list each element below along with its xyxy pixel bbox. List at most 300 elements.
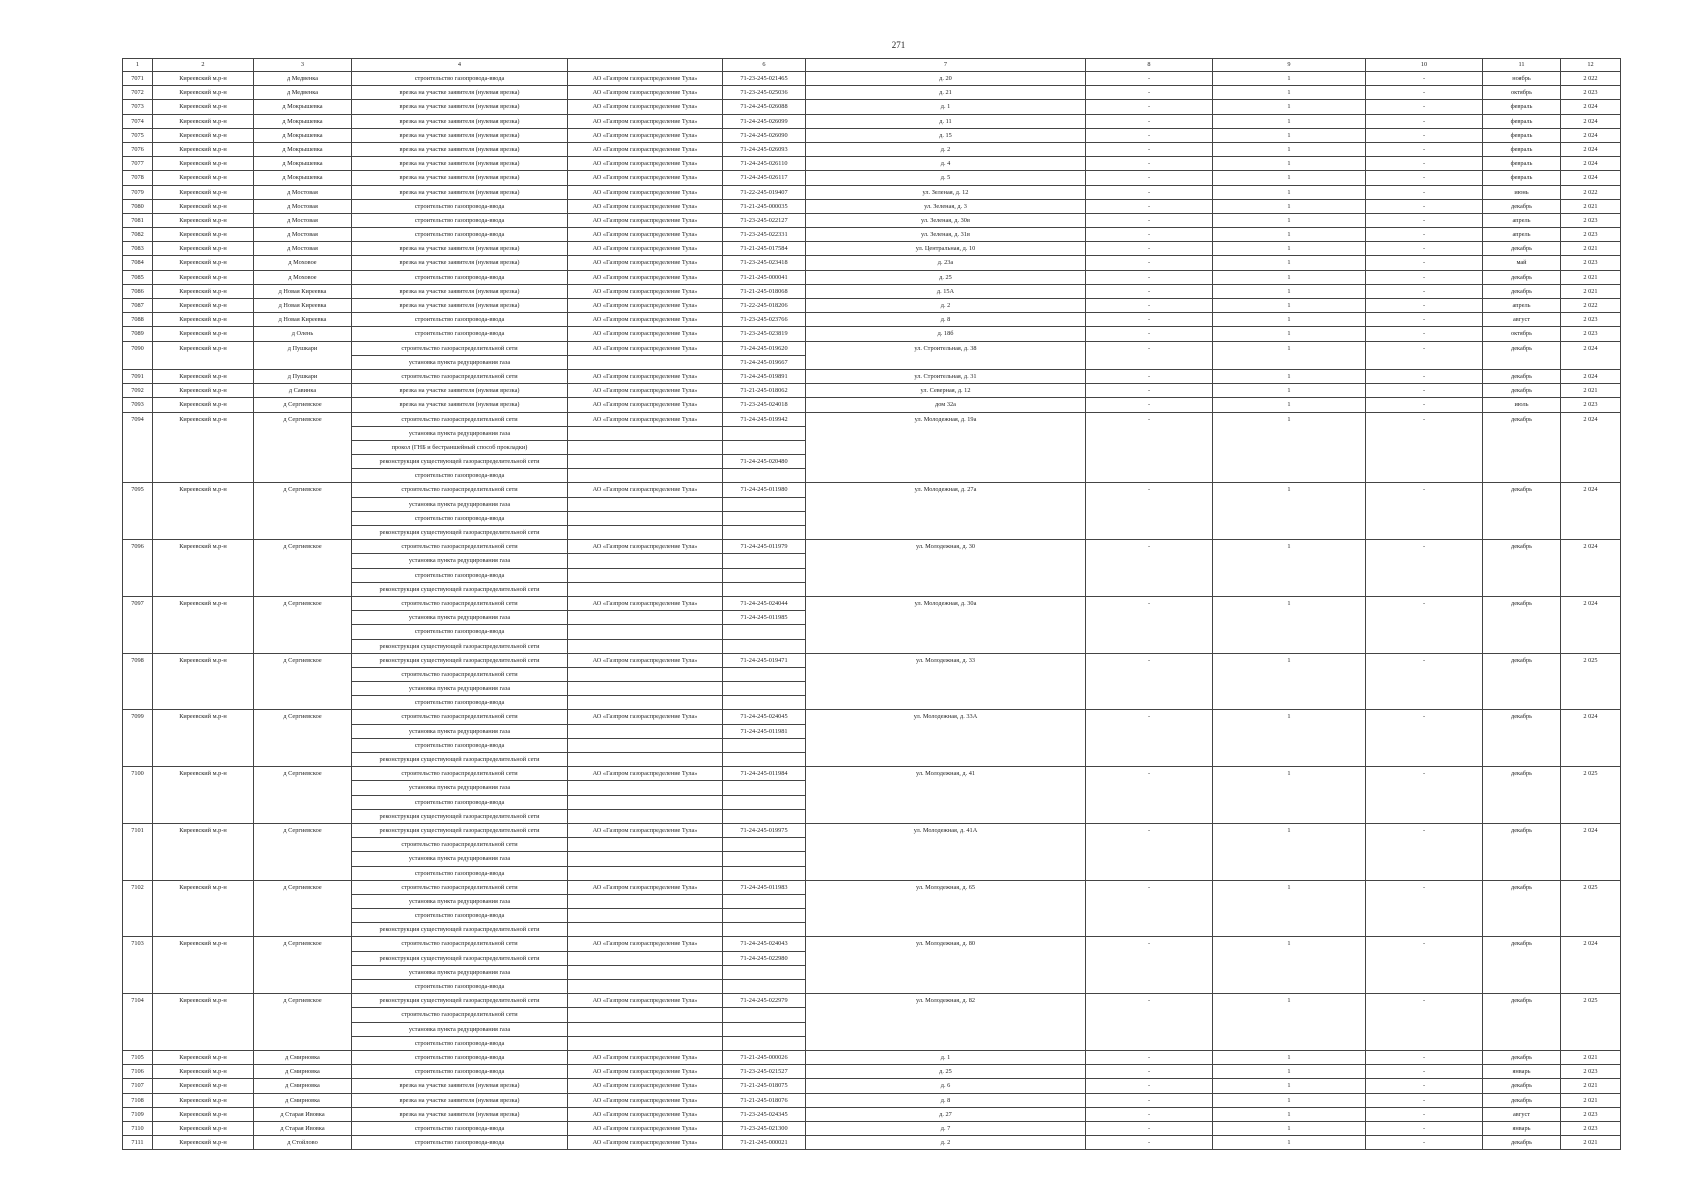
row-number-cell [123,753,153,767]
application-number-cell: 71-24-245-026088 [723,100,806,114]
month-cell [1483,639,1561,653]
settlement-cell [254,951,352,965]
year-cell [1561,738,1621,752]
district-cell: Киреевский м.р-н [153,823,254,837]
col9-cell: 1 [1213,327,1366,341]
gdo-cell [568,455,723,469]
work-type-cell: строительство газораспределительной сети [352,838,568,852]
table-row [123,767,1621,781]
month-cell: январь [1483,1065,1561,1079]
application-number-cell [723,909,806,923]
year-cell [1561,1008,1621,1022]
district-cell: Киреевский м.р-н [153,128,254,142]
address-cell: ул. Молодежная, д. 33А [806,710,1086,724]
gdo-cell [568,625,723,639]
settlement-cell [254,753,352,767]
year-cell [1561,724,1621,738]
district-cell: Киреевский м.р-н [153,398,254,412]
month-cell: декабрь [1483,199,1561,213]
application-number-cell: 71-24-245-022980 [723,951,806,965]
address-cell [806,440,1086,454]
col9-cell: 1 [1213,114,1366,128]
row-number-cell [123,426,153,440]
col9-cell: 1 [1213,157,1366,171]
row-number-cell: 7076 [123,142,153,156]
application-number-cell: 71-24-245-019942 [723,412,806,426]
table-subrow [123,965,1621,979]
month-cell [1483,455,1561,469]
district-cell: Киреевский м.р-н [153,284,254,298]
row-number-cell [123,455,153,469]
work-type-cell: врезка на участке заявителя (нулевая врезка) [352,242,568,256]
settlement-cell: д Смирновка [254,1050,352,1064]
col8-cell [1086,426,1213,440]
col8-cell: - [1086,171,1213,185]
col8-cell [1086,667,1213,681]
application-number-cell [723,469,806,483]
col9-cell: 1 [1213,994,1366,1008]
settlement-cell [254,440,352,454]
row-number-cell: 7082 [123,228,153,242]
application-number-cell: 71-24-245-019667 [723,355,806,369]
table-subrow [123,696,1621,710]
col9-cell: 1 [1213,228,1366,242]
row-number-cell [123,838,153,852]
work-type-cell: строительство газораспределительной сети [352,667,568,681]
address-cell: д. 4 [806,157,1086,171]
col8-cell [1086,965,1213,979]
table-row [123,1065,1621,1079]
district-cell: Киреевский м.р-н [153,1107,254,1121]
work-type-cell: прокол (ГНБ и бестраншейный способ прокладки) [352,440,568,454]
row-number-cell [123,738,153,752]
gdo-cell: АО «Газпром газораспределение Тула» [568,1093,723,1107]
table-subrow [123,852,1621,866]
year-cell [1561,1022,1621,1036]
settlement-cell [254,738,352,752]
col9-cell: 1 [1213,1079,1366,1093]
gdo-cell [568,923,723,937]
month-cell: август [1483,1107,1561,1121]
table-subrow [123,894,1621,908]
gdo-cell: АО «Газпром газораспределение Тула» [568,1079,723,1093]
work-type-cell: реконструкция существующей газораспределительной сети [352,994,568,1008]
month-cell [1483,894,1561,908]
col8-cell: - [1086,880,1213,894]
district-cell [153,568,254,582]
work-type-cell: реконструкция существующей газораспределительной сети [352,809,568,823]
year-cell [1561,355,1621,369]
application-number-cell [723,852,806,866]
col9-cell [1213,526,1366,540]
col8-cell: - [1086,114,1213,128]
district-cell [153,1008,254,1022]
col9-cell [1213,667,1366,681]
district-cell: Киреевский м.р-н [153,1065,254,1079]
col10-cell: - [1366,213,1483,227]
district-cell: Киреевский м.р-н [153,86,254,100]
col8-cell: - [1086,384,1213,398]
application-number-cell [723,738,806,752]
gdo-cell: АО «Газпром газораспределение Тула» [568,256,723,270]
work-type-cell: врезка на участке заявителя (нулевая врезка) [352,128,568,142]
col8-cell: - [1086,270,1213,284]
address-cell: д. 8 [806,1093,1086,1107]
district-cell: Киреевский м.р-н [153,880,254,894]
work-type-cell: строительство газораспределительной сети [352,937,568,951]
settlement-cell [254,511,352,525]
application-number-cell: 71-21-245-000026 [723,1050,806,1064]
address-cell [806,753,1086,767]
work-type-cell: установка пункта редуцирования газа [352,497,568,511]
col8-cell: - [1086,369,1213,383]
table-row [123,128,1621,142]
row-number-cell [123,781,153,795]
col8-cell: - [1086,313,1213,327]
gdo-cell [568,582,723,596]
col8-cell [1086,795,1213,809]
col10-cell [1366,1022,1483,1036]
row-number-cell: 7093 [123,398,153,412]
year-cell: 2 024 [1561,412,1621,426]
settlement-cell: д Савинка [254,384,352,398]
month-cell: июнь [1483,185,1561,199]
table-subrow [123,667,1621,681]
col8-cell: - [1086,72,1213,86]
address-cell [806,951,1086,965]
col9-cell [1213,639,1366,653]
month-cell [1483,795,1561,809]
work-type-cell: строительство газораспределительной сети [352,483,568,497]
work-type-cell: строительство газопровода-ввода [352,1065,568,1079]
gdo-cell: АО «Газпром газораспределение Тула» [568,284,723,298]
work-type-cell: врезка на участке заявителя (нулевая врезка) [352,256,568,270]
address-cell: д. 25 [806,1065,1086,1079]
table-row [123,880,1621,894]
table-subrow [123,795,1621,809]
application-number-cell: 71-23-245-022331 [723,228,806,242]
col8-cell [1086,1008,1213,1022]
month-cell: апрель [1483,299,1561,313]
col10-cell: - [1366,242,1483,256]
table-row [123,284,1621,298]
month-cell: декабрь [1483,369,1561,383]
col10-cell: - [1366,72,1483,86]
col10-cell [1366,781,1483,795]
col9-cell [1213,866,1366,880]
table-subrow [123,497,1621,511]
application-number-cell: 71-22-245-019407 [723,185,806,199]
table-subrow [123,923,1621,937]
row-number-cell: 7097 [123,596,153,610]
table-row [123,1050,1621,1064]
year-cell [1561,753,1621,767]
year-cell [1561,568,1621,582]
col9-cell [1213,469,1366,483]
application-number-cell [723,667,806,681]
row-number-cell: 7109 [123,1107,153,1121]
month-cell: декабрь [1483,710,1561,724]
application-number-cell: 71-24-245-019891 [723,369,806,383]
work-type-cell: врезка на участке заявителя (нулевая врезка) [352,114,568,128]
table-row [123,710,1621,724]
application-number-cell [723,809,806,823]
col10-cell [1366,682,1483,696]
settlement-cell [254,355,352,369]
col8-cell: - [1086,100,1213,114]
col10-cell [1366,639,1483,653]
col9-cell [1213,355,1366,369]
settlement-cell [254,469,352,483]
gdo-cell [568,753,723,767]
col10-cell: - [1366,384,1483,398]
district-cell [153,894,254,908]
month-cell: февраль [1483,157,1561,171]
work-type-cell: врезка на участке заявителя (нулевая врезка) [352,1107,568,1121]
application-number-cell: 71-21-245-018068 [723,284,806,298]
address-cell: ул. Зеленая, д. 3 [806,199,1086,213]
month-cell: декабрь [1483,653,1561,667]
work-type-cell: установка пункта редуцирования газа [352,894,568,908]
col9-cell [1213,738,1366,752]
settlement-cell [254,838,352,852]
col8-cell [1086,781,1213,795]
col8-cell: - [1086,213,1213,227]
year-cell [1561,809,1621,823]
address-cell: ул. Строительная, д. 31 [806,369,1086,383]
work-type-cell: строительство газопровода-ввода [352,696,568,710]
gdo-cell: АО «Газпром газораспределение Тула» [568,128,723,142]
gdo-cell [568,1022,723,1036]
year-cell: 2 025 [1561,880,1621,894]
year-cell: 2 021 [1561,1079,1621,1093]
row-number-cell: 7090 [123,341,153,355]
address-cell [806,526,1086,540]
address-cell: д. 2 [806,299,1086,313]
district-cell: Киреевский м.р-н [153,994,254,1008]
month-cell: декабрь [1483,384,1561,398]
district-cell: Киреевский м.р-н [153,185,254,199]
row-number-cell: 7084 [123,256,153,270]
address-cell: д. 18б [806,327,1086,341]
settlement-cell [254,852,352,866]
col10-cell: - [1366,270,1483,284]
gdo-cell: АО «Газпром газораспределение Тула» [568,398,723,412]
address-cell: ул. Зеленая, д. 31в [806,228,1086,242]
settlement-cell [254,682,352,696]
gdo-cell: АО «Газпром газораспределение Тула» [568,596,723,610]
year-cell [1561,497,1621,511]
settlement-cell [254,1008,352,1022]
work-type-cell: установка пункта редуцирования газа [352,682,568,696]
work-type-cell: врезка на участке заявителя (нулевая врезка) [352,100,568,114]
month-cell: декабрь [1483,284,1561,298]
gdo-cell: АО «Газпром газораспределение Тула» [568,937,723,951]
row-number-cell: 7111 [123,1136,153,1150]
settlement-cell: д Мокрышевка [254,142,352,156]
col10-cell: - [1366,86,1483,100]
gdo-cell: АО «Газпром газораспределение Тула» [568,327,723,341]
col10-cell [1366,738,1483,752]
table-row [123,313,1621,327]
application-number-cell: 71-24-245-026093 [723,142,806,156]
col10-cell: - [1366,540,1483,554]
district-cell: Киреевский м.р-н [153,937,254,951]
row-number-cell: 7107 [123,1079,153,1093]
row-number-cell [123,909,153,923]
work-type-cell: строительство газопровода-ввода [352,1036,568,1050]
application-number-cell [723,426,806,440]
row-number-cell: 7080 [123,199,153,213]
row-number-cell: 7102 [123,880,153,894]
table-row [123,1136,1621,1150]
col9-cell: 1 [1213,1050,1366,1064]
table-row [123,1121,1621,1135]
page-number: 271 [891,40,906,50]
col8-cell [1086,511,1213,525]
year-cell: 2 025 [1561,767,1621,781]
settlement-cell [254,611,352,625]
col9-cell [1213,980,1366,994]
district-cell: Киреевский м.р-н [153,767,254,781]
year-cell: 2 023 [1561,1107,1621,1121]
col9-cell: 1 [1213,369,1366,383]
gdo-cell [568,440,723,454]
row-number-cell: 7105 [123,1050,153,1064]
application-number-cell: 71-24-245-019471 [723,653,806,667]
gdo-cell [568,852,723,866]
district-cell: Киреевский м.р-н [153,1050,254,1064]
row-number-cell [123,696,153,710]
col8-cell: - [1086,157,1213,171]
district-cell [153,838,254,852]
table-row [123,1079,1621,1093]
row-number-cell [123,526,153,540]
address-cell: ул. Зеленая, д. 30в [806,213,1086,227]
table-subrow [123,1022,1621,1036]
year-cell: 2 024 [1561,100,1621,114]
settlement-cell [254,568,352,582]
table-subrow [123,951,1621,965]
row-number-cell: 7096 [123,540,153,554]
col8-cell: - [1086,142,1213,156]
address-cell [806,852,1086,866]
year-cell: 2 021 [1561,284,1621,298]
col10-cell [1366,909,1483,923]
col10-cell: - [1366,483,1483,497]
settlement-cell [254,980,352,994]
application-number-cell [723,526,806,540]
col8-cell: - [1086,767,1213,781]
row-number-cell [123,866,153,880]
year-cell [1561,611,1621,625]
year-cell [1561,625,1621,639]
settlement-cell: д Сергиевское [254,398,352,412]
col8-cell: - [1086,937,1213,951]
district-cell: Киреевский м.р-н [153,327,254,341]
row-number-cell [123,497,153,511]
col8-cell: - [1086,823,1213,837]
row-number-cell: 7083 [123,242,153,256]
settlement-cell: д Сергиевское [254,710,352,724]
address-cell: ул. Зеленая, д. 12 [806,185,1086,199]
gdo-cell [568,667,723,681]
col9-cell [1213,795,1366,809]
application-number-cell: 71-23-245-024345 [723,1107,806,1121]
application-number-cell: 71-23-245-023766 [723,313,806,327]
col9-cell [1213,965,1366,979]
month-cell [1483,355,1561,369]
gdo-cell: АО «Газпром газораспределение Тула» [568,384,723,398]
settlement-cell [254,894,352,908]
month-cell: август [1483,313,1561,327]
address-cell [806,838,1086,852]
col9-cell: 1 [1213,1065,1366,1079]
year-cell [1561,852,1621,866]
district-cell [153,455,254,469]
col8-cell: - [1086,327,1213,341]
gdo-cell [568,426,723,440]
address-cell [806,696,1086,710]
col10-cell [1366,440,1483,454]
address-cell: д. 15А [806,284,1086,298]
year-cell: 2 023 [1561,313,1621,327]
year-cell: 2 024 [1561,369,1621,383]
month-cell: февраль [1483,128,1561,142]
col9-cell [1213,1036,1366,1050]
month-cell: декабрь [1483,270,1561,284]
row-number-cell: 7095 [123,483,153,497]
col8-cell [1086,611,1213,625]
row-number-cell [123,852,153,866]
col10-cell: - [1366,767,1483,781]
district-cell: Киреевский м.р-н [153,72,254,86]
col10-cell: - [1366,412,1483,426]
gdo-cell [568,951,723,965]
col10-cell: - [1366,1079,1483,1093]
gdo-cell [568,469,723,483]
district-cell [153,724,254,738]
col9-cell: 1 [1213,341,1366,355]
table-row [123,653,1621,667]
gdo-cell [568,554,723,568]
address-cell [806,923,1086,937]
district-cell: Киреевский м.р-н [153,114,254,128]
col10-cell: - [1366,710,1483,724]
col9-cell [1213,1008,1366,1022]
col9-cell: 1 [1213,823,1366,837]
district-cell [153,554,254,568]
gdo-cell [568,980,723,994]
col9-cell [1213,838,1366,852]
district-cell [153,526,254,540]
address-cell [806,795,1086,809]
gdo-cell: АО «Газпром газораспределение Тула» [568,1121,723,1135]
work-type-cell: установка пункта редуцирования газа [352,852,568,866]
work-type-cell: строительство газопровода-ввода [352,980,568,994]
work-type-cell: реконструкция существующей газораспределительной сети [352,639,568,653]
row-number-cell [123,625,153,639]
month-cell [1483,738,1561,752]
row-number-cell: 7108 [123,1093,153,1107]
year-cell [1561,426,1621,440]
row-number-cell: 7085 [123,270,153,284]
settlement-cell [254,426,352,440]
work-type-cell: строительство газопровода-ввода [352,909,568,923]
application-number-cell [723,696,806,710]
row-number-cell: 7100 [123,767,153,781]
address-cell: ул. Молодежная, д. 33 [806,653,1086,667]
